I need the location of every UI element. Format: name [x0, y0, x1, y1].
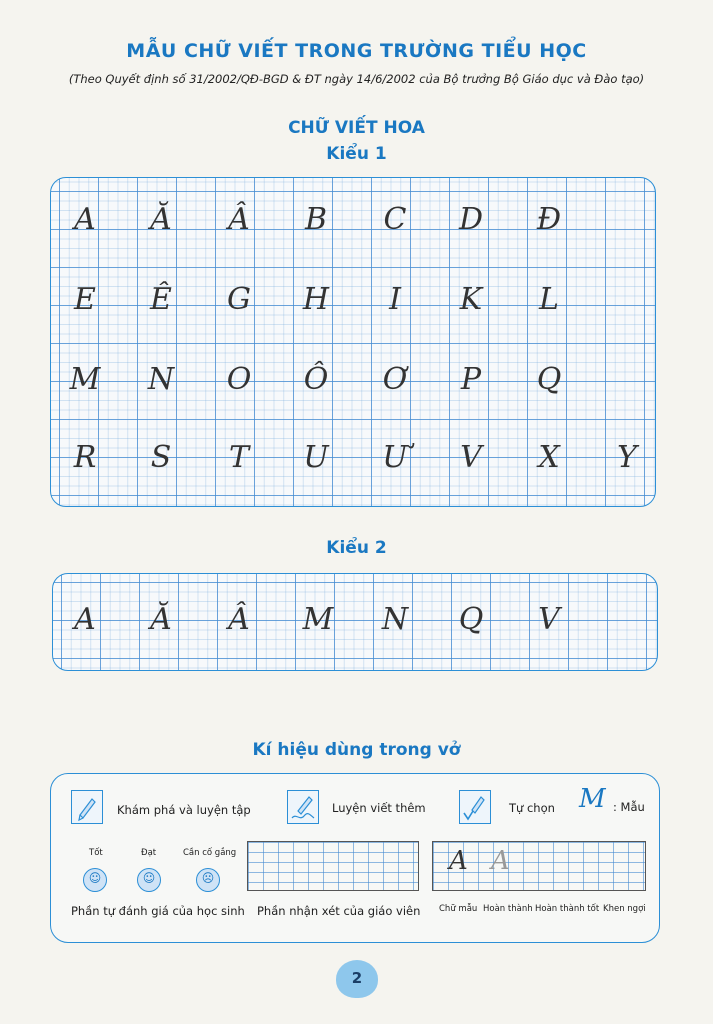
page-title: MẪU CHỮ VIẾT TRONG TRƯỜNG TIỂU HỌC [126, 40, 587, 62]
can-co-gang-label: Cần cố gắng [183, 848, 237, 858]
legend-kham-pha-label: Khám phá và luyện tập [117, 803, 251, 817]
pencil-icon [71, 790, 103, 824]
page-subtitle: (Theo Quyết định số 31/2002/QĐ-BGD & ĐT ngày 14/6/2002 của Bộ trưởng Bộ Giáo dục và Đào tạo) [68, 72, 645, 86]
pencil-check-icon [459, 790, 491, 824]
letter-d-stroke: Đ [536, 202, 562, 237]
legend-luyen-viet-label: Luyện viết thêm [332, 801, 426, 815]
section-title-uppercase: CHỮ VIẾT HOA [288, 118, 425, 138]
letter-o-circumflex: Ô [303, 362, 329, 397]
smile-face-icon: ☺ [83, 868, 107, 892]
hoan-thanh-label: Hoàn thành [483, 904, 533, 914]
letter-a: A [74, 202, 96, 237]
letter-row-1 [51, 190, 655, 250]
letter-v: V [538, 602, 560, 637]
page-number-badge [336, 960, 378, 998]
letter-h: H [302, 282, 330, 317]
letter-row-kieu-2 [53, 590, 657, 650]
legend-mau-label: : Mẫu [613, 800, 645, 814]
letter-row-2 [51, 270, 655, 330]
legend-tu-chon-label: Tự chọn [509, 801, 555, 815]
section-subtitle-kieu-1: Kiểu 1 [326, 144, 387, 164]
letter-m: M [69, 362, 101, 397]
uppercase-letter-grid-kieu-1 [50, 177, 656, 507]
teacher-comment-grid [247, 841, 419, 891]
letter-n: N [147, 362, 175, 397]
letter-c: C [383, 202, 407, 237]
sample-letter-traced: A [491, 846, 510, 876]
letter-p: P [460, 362, 482, 397]
letter-a-breve: Ă [150, 602, 172, 637]
legend-title: Kí hiệu dùng trong vở [252, 740, 461, 760]
section-title-kieu-2: Kiểu 2 [326, 538, 387, 558]
legend-box [50, 773, 660, 943]
letter-b: B [304, 202, 328, 237]
letter-a-breve: Ă [150, 202, 172, 237]
letter-a-circumflex: Â [228, 202, 250, 237]
letter-y: Y [617, 440, 637, 475]
uppercase-letter-grid-kieu-2 [52, 573, 658, 671]
nhan-xet-label: Phần nhận xét của giáo viên [257, 904, 421, 918]
letter-v: V [460, 440, 482, 475]
letter-k: K [459, 282, 483, 317]
chu-mau-label: Chữ mẫu [439, 904, 478, 914]
hoan-thanh-tot-label: Hoàn thành tốt [535, 904, 600, 914]
letter-i: I [389, 282, 401, 317]
letter-t: T [228, 440, 249, 475]
dat-label: Đạt [141, 848, 157, 858]
thinking-face-icon: ☹ [196, 868, 220, 892]
letter-n: N [381, 602, 409, 637]
letter-x: X [538, 440, 560, 475]
letter-a-circumflex: Â [228, 602, 250, 637]
khen-ngoi-label: Khen ngợi [603, 904, 646, 914]
letter-o-horn: Ơ [382, 362, 408, 397]
letter-e-circumflex: Ê [150, 282, 172, 317]
letter-e: E [74, 282, 96, 317]
letter-m: M [302, 602, 334, 637]
letter-d: D [458, 202, 484, 237]
page-number: 2 [351, 969, 363, 987]
letter-row-4 [51, 428, 655, 488]
letter-o: O [226, 362, 252, 397]
ok-face-icon: ☺ [137, 868, 161, 892]
letter-s: S [150, 440, 172, 475]
letter-q: Q [536, 362, 562, 397]
letter-r: R [73, 440, 97, 475]
letter-row-3 [51, 350, 655, 410]
sample-letter-solid: A [449, 846, 468, 876]
mau-symbol: M [579, 784, 606, 814]
tu-danh-gia-label: Phần tự đánh giá của học sinh [71, 904, 245, 918]
letter-q: Q [458, 602, 484, 637]
letter-g: G [227, 282, 251, 317]
letter-l: L [539, 282, 559, 317]
sample-letter-grid [432, 841, 646, 891]
tot-label: Tốt [89, 848, 103, 858]
letter-u-horn: Ư [382, 440, 408, 475]
letter-a: A [74, 602, 96, 637]
pencil-write-icon [287, 790, 319, 824]
letter-u: U [303, 440, 329, 475]
